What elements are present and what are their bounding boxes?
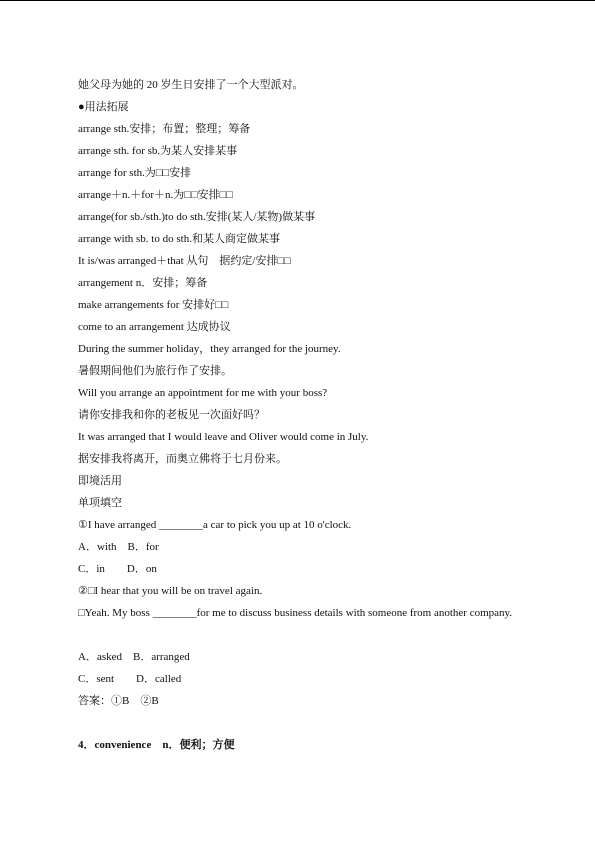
text-line: come to an arrangement 达成协议 — [78, 321, 231, 333]
text-line: arrangement n．安排；筹备 — [78, 277, 208, 289]
example-translation: 据安排我将离开，而奥立佛将于七月份来。 — [78, 453, 287, 465]
example-translation: 请你安排我和你的老板见一次面好吗？ — [78, 409, 265, 421]
text-line: arrange＋n.＋for＋n.为□□安排□□ — [78, 189, 233, 201]
answer-options: A．with B．for — [78, 541, 159, 553]
example-translation: 暑假期间他们为旅行作了安排。 — [78, 365, 232, 377]
answer-key: 答案：①B ②B — [78, 695, 159, 707]
section-label: 单项填空 — [78, 497, 122, 509]
text-line: arrange for sth.为□□安排 — [78, 167, 192, 179]
text-line: arrange with sb. to do sth.和某人商定做某事 — [78, 233, 280, 245]
answer-options: C．in D．on — [78, 563, 157, 575]
example-sentence: During the summer holiday，they arranged for the journey. — [78, 343, 341, 355]
text-line: arrange(for sb./sth.)to do sth.安排(某人/某物)做某事 — [78, 211, 316, 223]
text-line: 她父母为她的 20 岁生日安排了一个大型派对。 — [78, 79, 304, 91]
top-rule — [0, 0, 595, 1]
question-2: ②□I hear that you will be on travel again. — [78, 585, 263, 597]
entry-heading: 4．convenience n．便利；方便 — [78, 739, 235, 751]
example-sentence: It was arranged that I would leave and Oliver would come in July. — [78, 431, 369, 443]
section-label: ●用法拓展 — [78, 101, 129, 113]
example-sentence: Will you arrange an appointment for me with your boss? — [78, 387, 328, 399]
text-line: make arrangements for 安排好□□ — [78, 299, 229, 311]
text-line: arrange sth.安排；布置；整理；筹备 — [78, 123, 251, 135]
text-line: arrange sth. for sb.为某人安排某事 — [78, 145, 238, 157]
answer-options: A．asked B．arranged — [78, 651, 190, 663]
section-label: 即境活用 — [78, 475, 122, 487]
answer-options: C．sent D．called — [78, 673, 182, 685]
text-line: It is/was arranged＋that 从句 据约定/安排□□ — [78, 255, 291, 267]
question-1: ①I have arranged ________a car to pick you up at 10 o'clock. — [78, 519, 352, 531]
question-2-reply: □Yeah. My boss ________for me to discuss business details with someone from another company. — [78, 607, 513, 619]
